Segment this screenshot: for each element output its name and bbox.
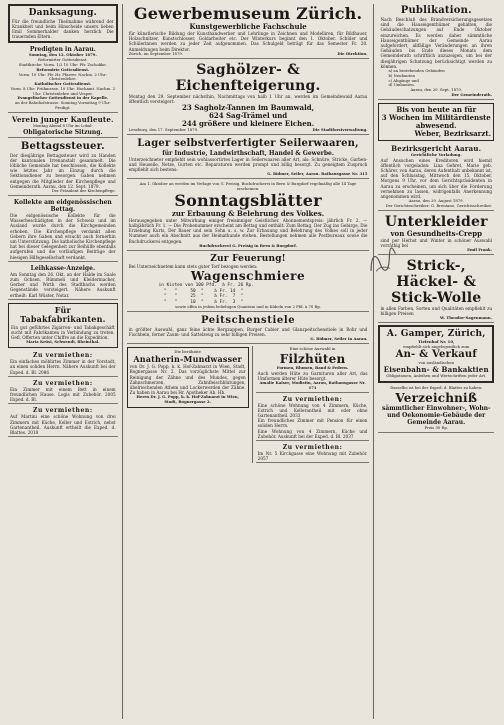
vermiethen-ad-3: [8, 406, 118, 437]
danksagung-ad: [8, 4, 118, 43]
bezirksgericht-ad: [378, 144, 494, 211]
bettagssteuer-sign: Der Präsident der Kirchenpflege.: [51, 188, 116, 194]
predigten-line: Reformirter Gottesdienst.: [38, 57, 88, 63]
saghoelzer-item: 23 Sagholz-Tannen im Baumwald,: [182, 103, 315, 113]
leihkasse-title: Leihkasse-Anzeige.: [30, 264, 96, 272]
right-column: [378, 4, 494, 719]
anatherin-title: Anatherin-Mundwasser: [133, 353, 242, 364]
bezirksgericht-sign: Der Gerichtsschreiber: G. Brentano, Gerichtsschreiber.: [385, 203, 493, 209]
zurfeuerung-note: sowie offen in jedem beliebigen Quantum und in Kübeln von 2 Pfd. à 70 Rp.: [175, 303, 321, 309]
publikation-item: d) Umbauten.: [388, 82, 415, 88]
predigten-line: Vorm. 10 Uhr: Pfr. Hr. Pfarrer. Nachm. 2 Uhr: Christenlehre.: [18, 71, 107, 82]
publikation-item: a) an bestehenden Gebäuden: [388, 68, 445, 74]
unterkleider-title: Unterkleider: [384, 213, 488, 230]
saghoelzer-title: Saghölzer- & Eichenfteigerung.: [175, 61, 321, 94]
column-rule: [122, 4, 123, 719]
predigten-section-head: Sonntag, den 12. Oktober 1879.: [28, 52, 97, 58]
publikation-title: Publikation.: [400, 5, 472, 16]
predigten-section-head: Katholischer Gottesdienst.: [34, 81, 92, 87]
bettagssteuer-ad: [8, 140, 118, 196]
peitschenstiele-sign: G. Ridmer, Seiler in Aarau.: [310, 336, 368, 342]
heute-line: 3 Wochen im Militärdienste abwesend.: [381, 112, 491, 130]
leihkasse-body: Am Sonntag den 26. Okt. an der Halde im Saale zum Ochsen, Rümmeli und Kleidermacher, Gerber und Wirth des Stadtbachs werden Gegenstände versteigert. Nähere Auskunft ertheilt: Karl Wüster, Notar.: [10, 271, 116, 298]
tabak-name: Maria Krüsi, Schwendi, Rheinthal.: [26, 339, 100, 345]
zurfeuerung-ad: [127, 253, 370, 312]
peitschenstiele-ad: [127, 314, 370, 344]
verzeichnis-body: sämmtlicher Einwohner-, Wohn- und Oekonomie-Gebäude der Gemeinde Aarau.: [381, 404, 491, 426]
filzhuete-ad: [256, 346, 370, 393]
left-column: [8, 4, 118, 719]
mid-bottom-split: [127, 346, 370, 463]
bezirksgericht-date: Aarau, den 29. August 1879.: [408, 198, 464, 204]
gamper-line: von ausländischen: [418, 360, 454, 366]
seilerwaaren-body: Unterzeichneter empfiehlt sein wohlassortirtes Lager in Seilerwaaren aller Art, als: Schnüre, Stricke, Garben- und Heuseile, Netze, Gurten etc. Reparaturen werden prompt und billig besorgt. Zu geneigtem Zuspruch empfiehlt sich bestens:: [128, 156, 368, 173]
price-row: " " 10 " à Fr. 3 ": [158, 299, 244, 305]
verein-line: Montag Abend 8 Uhr im Lokal:: [32, 122, 93, 128]
predigten-section-head: Reformirte Gottesdienst.: [36, 66, 90, 72]
vermiethen-mid-ad-2: [256, 443, 370, 463]
saghoelzer-date: Lenzburg, den 17. September 1879.: [128, 127, 199, 133]
seilerwaaren-sign: G. Ridmer, Seiler, Aarau. Rathausgasse Nr. 315: [267, 171, 368, 177]
vermiethen-title: Zu vermiethen:: [282, 443, 343, 451]
sonntagsblaetter-body: Herausgegeben unter Mitwirkung einiger freisinniger Geistlicher. Abonnementspreis: jährlich Fr. 2. — halbjährlich Fr. 1. — Die Probenummer erscheint am Bettag und enthält: Zum Bettag, Der Zug ins Gebirge, Die Erziehung Kurts, Der Bauer und sein Sohn u. s. w. Zur Erbauung und Belehrung des Volkes soll in jeder Nummer auch ein Abschnitt aus der Heimatkunde stehen. Bestellungen nehmen alle Postbureaux sowie die Buchdruckerei entgegen.: [128, 217, 368, 244]
unterkleider-body: sind per Herbst und Winter in schöner Auswahl vorräthig bei: [380, 237, 493, 249]
danksagung-title: Danksagung.: [28, 8, 97, 18]
vermiethen-ad-2: [8, 379, 118, 405]
filzhuete-sign: Amalie Kaiser, Modistin, Aarau, Rathausgasse Nr. 171: [259, 379, 366, 390]
leihkasse-ad: [8, 264, 118, 300]
price-row: " " 25 " à Fr. 7 ": [158, 294, 244, 300]
mid-bottom-left: [127, 346, 249, 463]
zurfeuerung-title: Zur Feuerung!: [210, 253, 286, 264]
vermiethen-item: Eine schöne Wohnung von 4 Zimmern, Küche, Estrich und Kellerantheil mit oder ohne Gartenantheil. 2033: [257, 402, 368, 418]
tabak-ad: [8, 303, 118, 348]
sonntagsblaetter-sign: Buchdruckerei G. Preisig in Bern & Burgdorf.: [199, 242, 297, 248]
gewerbemuseum-ad: [127, 4, 370, 59]
vermiethen-title: Zu vermiethen:: [33, 407, 93, 415]
unterkleider-sign: Emil Frank.: [467, 247, 493, 253]
tabak-body: Ein gut geführtes Zigarren- und Tabakgeschäft sucht mit Fabrikanten in Verbindung zu treten. Gefl. Offerten unter Chiffre an die Expedition.: [11, 324, 115, 341]
kollekte-ad: [8, 198, 118, 262]
filzhuete-subtitle: Formen, Blumen, Band & Federn.: [276, 364, 349, 370]
verzeichnis-title: Verzeichniß: [395, 390, 478, 405]
filzhuete-body: Auch werden Hüte zu Garnituren aller Art, das Umformen älterer Hüte besorgt.: [257, 370, 368, 381]
heute-title: Bis von heute an für: [396, 104, 477, 114]
vermiethen-ad-1: [8, 351, 118, 377]
seilerwaaren-title: Lager selbstverfertigter Seilerwaaren,: [137, 137, 359, 149]
vermiethen-body: Ein Zimmer mit einem Bett in einem freundlichen Hause. Logis mit Zubehör. 2005 Exped. d. Bl.: [10, 386, 116, 403]
anatherin-ad: [127, 347, 249, 408]
publikation-date: Aarau, den 20. Sept. 1879.: [410, 87, 463, 93]
handwritten-mark: [363, 241, 403, 281]
sonntagsblaetter-ad: [127, 181, 370, 250]
verein-line: Obligatorische Sitzung.: [23, 128, 103, 136]
predigten-ad: [8, 45, 118, 113]
predigten-section-head: Evangelischer Gottesdienst in der Kapelle.: [17, 95, 109, 101]
predigten-line: Vorm. 8 Uhr: Frühmesse. 10 Uhr: Hochamt. Nachm. 2 Uhr: Christenlehre und Vesper.: [10, 85, 116, 96]
publikation-sign: Der Gemeinderath.: [451, 92, 493, 98]
vermiethen-body: Ein einfaches möblirtes Zimmer in der Vorstadt, an einen soliden Herrn. Nähere Auskunft bei der Exped. d. Bl. 2086: [10, 359, 116, 375]
gamper-big2: Eisenbahn- & Bankaktien: [383, 365, 489, 375]
gamper-subtitle: Tiefenhof Nr. 10,: [418, 338, 455, 344]
verein-title: Verein junger Kaufleute.: [12, 114, 114, 124]
verein-ad: [8, 115, 118, 138]
bettagssteuer-title: Bettagssteuer.: [20, 140, 105, 152]
publikation-body: Nach Beschluß des Brandversicherungsgesetzes sind die Hauseigenthümer gehalten, die Gebäudeschatzungen auf Ende Oktober einzureichen. Es werden daher sämmtliche Hauseigenthümer der Gemeinde Aarau aufgefordert, allfällige Veränderungen an ihren Gebäuden bis Ende dieses Monats dem Gemeinderath schriftlich anzuzeigen, um bei der diesjährigen Schatzung berücksichtigt werden zu können.: [380, 17, 493, 69]
vermiethen-item: Ein freundliches Zimmer mit Pension für einen soliden Herrn.: [257, 418, 368, 429]
vermiethen-item: Eine Wohnung von 4 Zimmern, Küche und Zubehör. Auskunft bei der Exped. d. Bl. 2037: [257, 428, 368, 439]
mid-bottom-right: [256, 346, 370, 463]
verzeichnis-price: Preis 30 Rp.: [424, 424, 448, 430]
gamper-big: An- & Verkauf: [395, 349, 477, 361]
peitschenstiele-title: Peitschenstiele: [200, 314, 296, 326]
unterkleider-subtitle: von Gesundheits-Crepp: [390, 228, 482, 238]
price-row: in Kisten von 100 Pfd. à Fr. 26 Rp.: [158, 283, 254, 289]
seilerwaaren-ad: [127, 137, 370, 179]
peitschenstiele-body: in größter Auswahl, ganz feine ächte Bergzappen, Burger Cabier und Glanzpeitschenstiele in Rohr und Fischbein, ferner Zaum- und Sattelzeug zu sehr billigen Preisen.: [128, 326, 368, 337]
verzeichnis-ad: [378, 385, 494, 433]
vermiethen-title: Zu vermiethen:: [282, 395, 343, 403]
gamper-title: A. Gamper, Zürich,: [386, 329, 486, 340]
bettagssteuer-body: Der diesjährige Bettagssteuer wird zu Handen der kantonalen Irrenanstalt gesammelt. Die löbliche Gemeinde hat beschlossen, die Kollekte wie letztes Jahr im Einzug durch die Sektionsdiener zu besorgen. Gaben nehmen entgegen die Mitglieder der Kirchenpflege und Gemeinderath. Aarau, den 12. Sept. 1879.: [10, 152, 116, 189]
gewerbemuseum-title: Gewerbemuseum Zürich.: [133, 4, 363, 23]
strick-sign: W. Theodor-Sagenmann.: [440, 315, 493, 321]
filzhuete-title: Filzhüten: [279, 351, 346, 366]
seilerwaaren-subtitle: für Industrie, Landwirthschaft, Handel & Gewerbe.: [162, 149, 334, 157]
gamper-body: empfiehlt sich angelegentlich zum: [403, 343, 470, 349]
verzeichnis-intro: Dasselbe ist bei der Exped. d. Blattes zu haben:: [390, 384, 483, 390]
price-row: " " 50 " à Fr. 14 ": [158, 288, 244, 294]
danksagung-body: Für die freundliche Theilnahme während der Krankheit und beim Hinscheide unsers lieben Emil Sommerhalder danken herzlich Die trauernden Eltern.: [12, 18, 114, 40]
publikation-item: b) Neubauten: [388, 72, 415, 78]
vermiethen-title: Zu vermiethen:: [33, 352, 93, 360]
column-rule: [252, 346, 253, 463]
vermiethen-body: Im Nr. 5 Kirchgasse eine Wohnung mit Zubehör. 2057: [257, 450, 368, 462]
saghoelzer-item: 244 größere und kleinere Eichen.: [181, 119, 315, 129]
saghoelzer-sign: Die Stadtforstverwaltung.: [312, 127, 368, 133]
sonntagsblaetter-title: Sonntagsblätter: [174, 190, 322, 210]
predigten-title: Predigten in Aarau.: [29, 46, 96, 54]
heute-sign: Weber, Bezirksarzt.: [414, 128, 492, 138]
sonntagsblaetter-subtitle: zur Erbauung & Belehrung des Volkes.: [171, 208, 325, 218]
vermiethen-body: Auf Martini eine schöne Wohnung von drei Zimmern mit Küche, Keller und Estrich, nebst Gartenantheil. Auskunft ertheilt die Exped. d. Blattes. 2018: [10, 414, 116, 435]
gewerbemuseum-subtitle: Kunstgewerbliche Fachschule: [189, 22, 307, 31]
gewerbemuseum-date: Zürich, im September 1879.: [128, 50, 183, 56]
kollekte-body: Die eidgenössische Kollekte für die Wasserbeschädigten in der Schweiz und im Ausland wurde durch die Kirchgemeinden erhoben. Die Kirchenpflege verdankt allen Gebern ihre Gaben und ersucht auch fernerhin um Unterstützung. Die katholische Kirchenpflege hat bei dieser Gelegenheit zur Beihülfe ebenfalls aufgerufen und die vorläufigen Beiträge der hiesigen Hilfsgesellschaft verdankt.: [10, 212, 116, 260]
wagenschmiere-title: Wagenschmiere: [190, 269, 306, 284]
column-rule: [373, 4, 374, 719]
zurfeuerung-body: Bei Unterzeichnetem kann stets guter Torf bezogen werden:: [128, 264, 258, 270]
predigten-line: an der Bahnhofstrasse. Sonntag Vormittag 9 Uhr: Predigt.: [15, 100, 111, 111]
vermiethen-mid-ad: [256, 395, 370, 441]
gewerbemuseum-body: für künstlerische Bildung der Kunsthandwerker und Lehrlinge in Zeichnen und Modelliren, für Bildhauer, Holzschnitzer, Kunstschlosser, Goldarbeiter etc. Der Winterkurs beginnt den 1. Oktober. Schüler und Schülerinnen werden zu jeder Zeit aufgenommen. Das Schulgeld beträgt für das Semester Fr. 20. Anmeldungen beim Direktor.: [128, 31, 368, 52]
tabak-title: Für Tabakfabrikanten.: [20, 304, 106, 325]
saghoelzer-item: 624 Sag-Trämel und: [208, 111, 288, 121]
vermiethen-title: Zu vermiethen:: [33, 379, 93, 387]
publikation-item: c) Abgänge und: [388, 77, 419, 83]
bezirksgericht-subtitle: Gerichtliche Vorladung.: [410, 151, 462, 157]
gamper-note: Obligationen, Anleihen und Wertschriften jeder Art.: [386, 373, 487, 379]
sonntagsblaetter-intro: Am 1. Oktober an werden im Verlage von G. Preisig, Buchdruckerei in Bern & Burgdorf regelmäßig alle 14 Tage erscheinen:: [139, 181, 357, 192]
anatherin-body: von Dr. J. G. Popp, k. k. Hof-Zahnarzt in Wien, Stadt, Bognergasse Nr. 2. Das vorzüglichste Mittel zur Reinigung der Zähne und des Mundes, gegen Zahnschmerzen, Zahnfleischblutungen, übelriechenden Athem und Lockerwerden der Zähne. Zu haben in Aarau bei Hr. Apotheker Ab. Hb.: [129, 364, 246, 396]
gewerbemuseum-sign: Die Direktion.: [337, 50, 368, 56]
predigten-line: Stadtkirche: Vorm. 1/2 10 Uhr: Pfr. Zschokke.: [18, 61, 107, 67]
bezirksgericht-body: Auf Ansuchen eines Kreditoren wird hiemit öffentlich vorgeladen: Lina Gehret, Marie geb. Schärer, von Aarau, deren Aufenthalt unbekannt ist, auf den Schlusstag, Mittwoch den 15. Oktober, Morgens 9 Uhr, vor dem Gerichtspräsidenten in Aarau zu erscheinen, um sich über die Forderung vernehmen zu lassen, widrigenfalls Anerkennung angenommen wird.: [380, 157, 493, 200]
handwritten-mark-icon: [363, 241, 403, 281]
heute-ad: [378, 103, 494, 141]
middle-column: [127, 4, 370, 719]
anatherin-intro: Die berühmte: [174, 348, 201, 354]
publikation-ad: [378, 4, 494, 100]
anatherin-addr: Herrn Dr. J. G. Popp, k. k. Hof-Zahnarzt in Wien, Stadt, Bognergasse 2.: [136, 394, 239, 405]
gamper-ad: [378, 325, 494, 383]
saghoelzer-ad: [127, 61, 370, 135]
strick-body: in allen Farben, Sorten und Qualitäten empfiehlt zu billigen Preisen: [380, 306, 493, 317]
saghoelzer-body: Montag den 29. September nächsthin, Nachmittags von halb 1 Uhr an, werden im Gemeindewald Aarau öffentlich versteigert:: [128, 93, 368, 104]
kollekte-title: Kollekte am eidgenössischen Bettag.: [13, 198, 112, 213]
strick-title: Strick-, Häckel- & Stick-Wolle: [391, 258, 482, 307]
bezirksgericht-title: Bezirksgericht Aarau.: [391, 143, 482, 153]
filzhuete-intro: Eine schöne Auswahl in: [289, 345, 336, 351]
